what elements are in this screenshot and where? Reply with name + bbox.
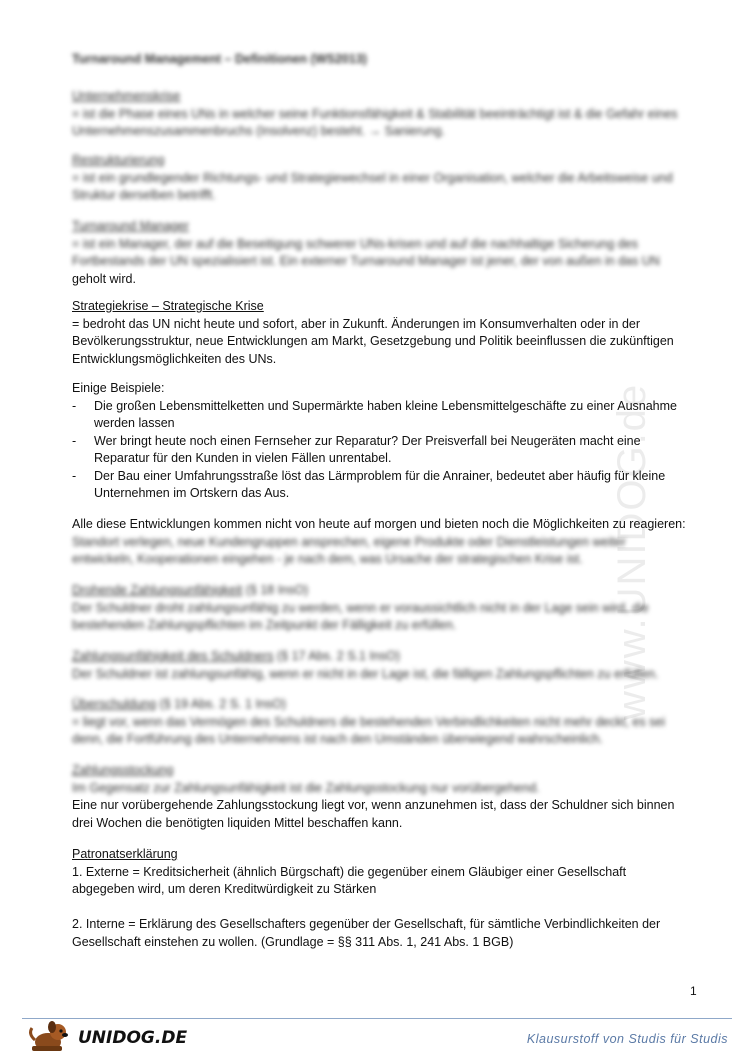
section-heading: Zahlungsstockung [72,763,174,777]
section-text: Der Schuldner droht zahlungsunfähig zu werden, wenn er voraussichtlich nicht in der Lage sein wird, die bestehenden Zahlungspflichten im Zeitpunkt der Fälligkeit zu erfüllen. [72,600,649,632]
section-reference: (§ 19 Abs. 2 S. 1 InsO) [159,697,287,711]
section-text-line: = bedroht das UN nicht heute und sofort, aber in Zukunft. Änderungen im Konsumverhalten oder in der [72,316,641,331]
section-drohende-zahlungsunfaehigkeit [72,582,687,635]
section-text-line: Eine nur vorübergehende Zahlungsstockung liegt vor, wenn anzunehmen ist, dass der Schuldner sich binnen [72,798,675,812]
summary-text-blurred: Standort verlegen, neue Kundengruppen ansprechen, eigene Produkte oder Dienstleistungen weiter entwickeln, Kooperationen eingehen - je nach dem, was Ursache der strategischen Krise ist. [72,534,626,566]
definition-turnaround-manager [72,218,687,288]
example-line: Wer bringt heute noch einen Fernseher zur Reparatur? Der Preisverfall bei Neugeräten macht eine [94,433,641,448]
section-heading: Zahlungsunfähigkeit des Schuldners [72,649,274,663]
section-heading: Drohende Zahlungsunfähigkeit [72,583,243,597]
example-item [72,398,687,433]
definition-text: = ist ein grundlegender Richtungs- und Strategiewechsel in einer Organisation, welcher die Arbeitsweise und Struktur derselben betrifft. [72,170,673,202]
example-item [72,433,687,468]
section-text: = liegt vor, wenn das Vermögen des Schuldners die bestehenden Verbindlichkeiten nicht mehr deckt, es sei denn, die Fortführung des Unternehmens ist nach den Umständen überwiegend wahrscheinlich. [72,714,666,746]
footer-divider [22,1018,732,1019]
definition-text-clear: geholt wird. [72,271,136,286]
definition-restrukturierung [72,152,687,205]
section-text: Der Schuldner ist zahlungsunfähig, wenn er nicht in der Lage ist, die fälligen Zahlungspflichten zu erfüllen. [72,666,659,681]
externe-line: 1. Externe = Kreditsicherheit (ähnlich Bürgschaft) die gegenüber einem Gläubiger einer Gesellschaft [72,864,627,879]
logo-text: UNIDOG.DE [78,1028,188,1048]
summary-text: Alle diese Entwicklungen kommen nicht von heute auf morgen und bieten noch die Möglichkeiten zu reagieren: [72,517,686,531]
section-text-line: Bevölkerungsstruktur, neue Entwicklungen am Markt, Gesetzgebung und Politik beeinflussen die zukünftigen [72,334,674,348]
summary-block [72,516,687,569]
page-number: 1 [690,984,697,998]
example-line: Unternehmen im Ortskern das Aus. [94,486,290,500]
section-strategiekrise [72,298,687,368]
examples-block [72,380,687,503]
examples-heading: Einige Beispiele: [72,381,165,395]
section-reference: (§ 17 Abs. 2 S.1 InsO) [277,649,400,663]
page-title: Turnaround Management – Definitionen (WS2013) [72,52,367,66]
example-line: Der Bau einer Umfahrungsstraße löst das Lärmproblem für die Anrainer, bedeutet aber häufig für kleine [94,468,666,483]
definition-heading: Unternehmenskrise [72,89,181,103]
footer-logo [24,1020,188,1054]
section-ueberschuldung [72,696,687,749]
externe-line: abgegeben wird, um deren Kreditwürdigkeit zu Stärken [72,882,377,896]
examples-list [72,398,687,503]
footer-slogan: Klausurstoff von Studis für Studis [526,1032,728,1046]
section-heading: Überschuldung [72,697,157,711]
definition-heading: Restrukturierung [72,153,165,167]
section-zahlungsunfaehigkeit [72,648,687,683]
definition-text-blurred: = ist ein Manager, der auf die Beseitigung schwerer UNs-krisen und auf die nachhaltige Sicherung des Fortbestands der UN spezialisiert ist. Ein externer Turnaround Manager ist jener, der von außen in das UN [72,236,660,268]
interne-line: Gesellschaft einstehen zu wollen. (Grundlage = §§ 311 Abs. 1, 241 Abs. 1 BGB) [72,934,514,949]
definition-heading: Turnaround Manager [72,219,189,233]
section-reference: (§ 18 InsO) [245,583,309,597]
dog-logo-icon [24,1020,74,1054]
example-line: Reparatur für den Kunden in vielen Fällen unrentabel. [94,451,392,465]
section-heading: Patronatserklärung [72,847,178,861]
interne-line: 2. Interne = Erklärung des Gesellschafters gegenüber der Gesellschaft, für sämtliche Verbindlichkeiten der [72,917,661,931]
example-line: werden lassen [94,416,175,430]
section-heading: Strategiekrise – Strategische Krise [72,299,264,313]
definition-unternehmenskrise [72,88,687,141]
example-item [72,468,687,503]
definition-text: = ist die Phase eines UNs in welcher seine Funktionsfähigkeit & Stabilität beeinträchtigt ist & die Gefahr eines Unternehmenszusammenbruchs (Insolvenz) besteht. → Sanierung. [72,106,678,138]
watermark: www.UNIDOG.de [610,382,654,720]
section-text-line: drei Wochen die benötigten liquiden Mittel beschaffen kann. [72,815,403,830]
section-zahlungsstockung [72,762,687,832]
section-text-line: Entwicklungsmöglichkeiten des UNs. [72,351,277,366]
example-line: Die großen Lebensmittelketten und Supermärkte haben kleine Lebensmittelgeschäfte zu einer Ausnahme [94,398,677,413]
section-patronatserklaerung [72,846,687,951]
section-text-blurred: Im Gegensatz zur Zahlungsunfähigkeit ist die Zahlungsstockung nur vorübergehend. [72,780,540,795]
